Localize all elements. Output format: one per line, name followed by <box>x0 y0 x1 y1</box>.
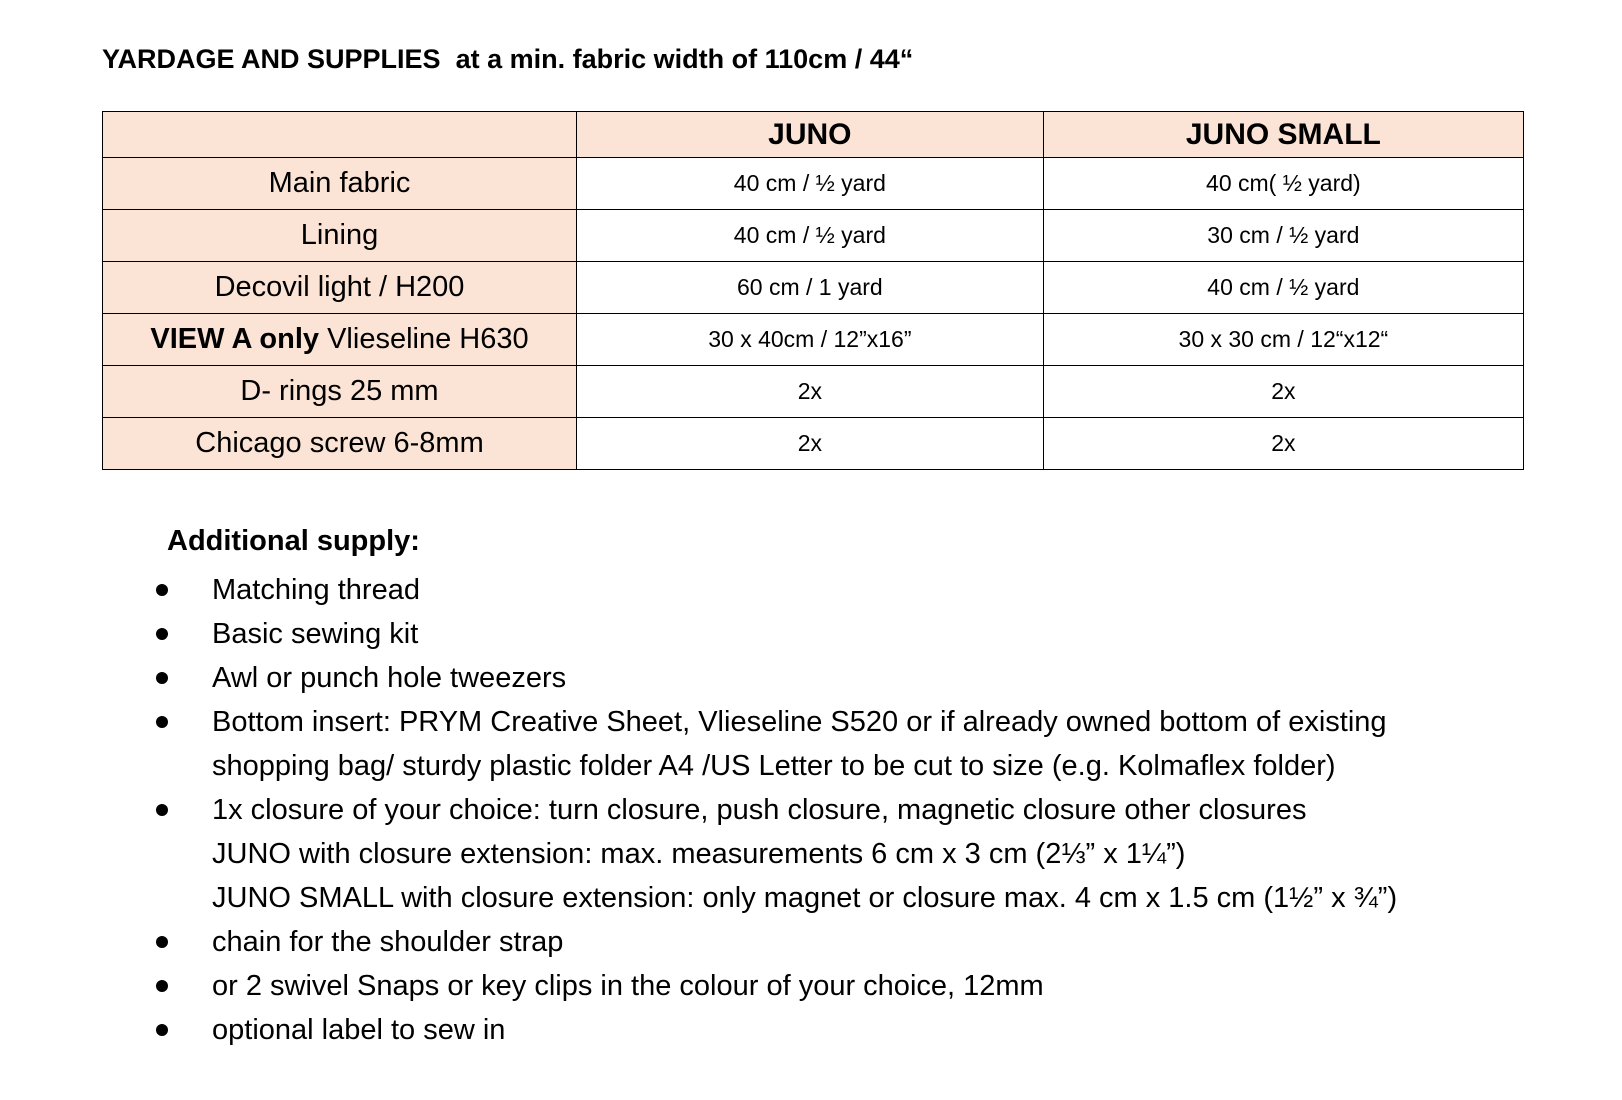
juno-small-value: 2x <box>1043 418 1523 470</box>
bullet-icon <box>156 804 168 816</box>
juno-value: 30 x 40cm / 12”x16” <box>577 314 1044 366</box>
table-row <box>103 366 1524 418</box>
row-label <box>103 366 577 418</box>
list-item-text: optional label to sew in <box>212 1014 506 1046</box>
row-label-text: D- rings 25 mm <box>240 375 439 407</box>
juno-small-value: 40 cm( ½ yard) <box>1043 158 1523 210</box>
list-item-text: Awl or punch hole tweezers <box>212 662 567 694</box>
list-item-text: 1x closure of your choice: turn closure, push closure, magnetic closure other closures <box>212 794 1307 826</box>
table-row <box>103 158 1524 210</box>
row-label-bold: VIEW A only <box>150 323 320 355</box>
list-item <box>0 788 1560 920</box>
list-item-text: JUNO with closure extension: max. measurements 6 cm x 3 cm (2⅓” x 1¼”) <box>212 838 1186 870</box>
list-item-text: chain for the shoulder strap <box>212 926 564 958</box>
juno-value: 2x <box>577 418 1044 470</box>
list-item-text: or 2 swivel Snaps or key clips in the colour of your choice, 12mm <box>212 970 1044 1002</box>
column-header-blank <box>103 112 577 158</box>
juno-small-value: 2x <box>1043 366 1523 418</box>
list-item-text: shopping bag/ sturdy plastic folder A4 /US Letter to be cut to size (e.g. Kolmaflex folder) <box>212 750 1336 782</box>
row-label <box>103 262 577 314</box>
table-row <box>103 314 1524 366</box>
row-label-text: Chicago screw 6-8mm <box>195 427 484 459</box>
bullet-icon <box>156 672 168 684</box>
list-item-text: Basic sewing kit <box>212 618 419 650</box>
row-label-text: Vlieseline H630 <box>327 323 529 355</box>
table-row <box>103 418 1524 470</box>
list-item <box>0 964 1560 1008</box>
page-title <box>102 44 913 75</box>
bullet-icon <box>156 1024 168 1036</box>
list-item <box>0 920 1560 964</box>
column-header-juno: JUNO <box>577 112 1044 158</box>
bullet-icon <box>156 628 168 640</box>
row-label <box>103 158 577 210</box>
juno-value: 40 cm / ½ yard <box>577 210 1044 262</box>
table-header-row <box>103 112 1524 158</box>
additional-supply-list <box>0 568 1560 1052</box>
juno-small-value: 40 cm / ½ yard <box>1043 262 1523 314</box>
list-item <box>0 612 1560 656</box>
row-label-text: Main fabric <box>268 167 411 199</box>
supplies-table <box>102 111 1524 470</box>
page-title-rest: at a min. fabric width of 110cm / 44“ <box>455 44 914 74</box>
table-row <box>103 210 1524 262</box>
juno-small-value: 30 x 30 cm / 12“x12“ <box>1043 314 1523 366</box>
juno-small-value: 30 cm / ½ yard <box>1043 210 1523 262</box>
page-title-bold: YARDAGE AND SUPPLIES <box>102 44 441 74</box>
bullet-icon <box>156 716 168 728</box>
list-item <box>0 700 1560 788</box>
juno-value: 60 cm / 1 yard <box>577 262 1044 314</box>
list-item-text: Matching thread <box>212 574 420 606</box>
list-item-text: Bottom insert: PRYM Creative Sheet, Vlieseline S520 or if already owned bottom of existing <box>212 706 1387 738</box>
list-item-text: JUNO SMALL with closure extension: only magnet or closure max. 4 cm x 1.5 cm (1½” x ¾”) <box>212 882 1398 914</box>
list-item <box>0 656 1560 700</box>
row-label <box>103 210 577 262</box>
table-row <box>103 262 1524 314</box>
bullet-icon <box>156 936 168 948</box>
row-label-text: Lining <box>300 219 379 251</box>
juno-value: 2x <box>577 366 1044 418</box>
juno-value: 40 cm / ½ yard <box>577 158 1044 210</box>
list-item <box>0 568 1560 612</box>
list-item <box>0 1008 1560 1052</box>
row-label <box>103 418 577 470</box>
bullet-icon <box>156 980 168 992</box>
column-header-juno-small: JUNO SMALL <box>1043 112 1523 158</box>
additional-supply-title: Additional supply: <box>167 525 420 557</box>
row-label-text: Decovil light / H200 <box>214 271 465 303</box>
bullet-icon <box>156 584 168 596</box>
row-label <box>103 314 577 366</box>
